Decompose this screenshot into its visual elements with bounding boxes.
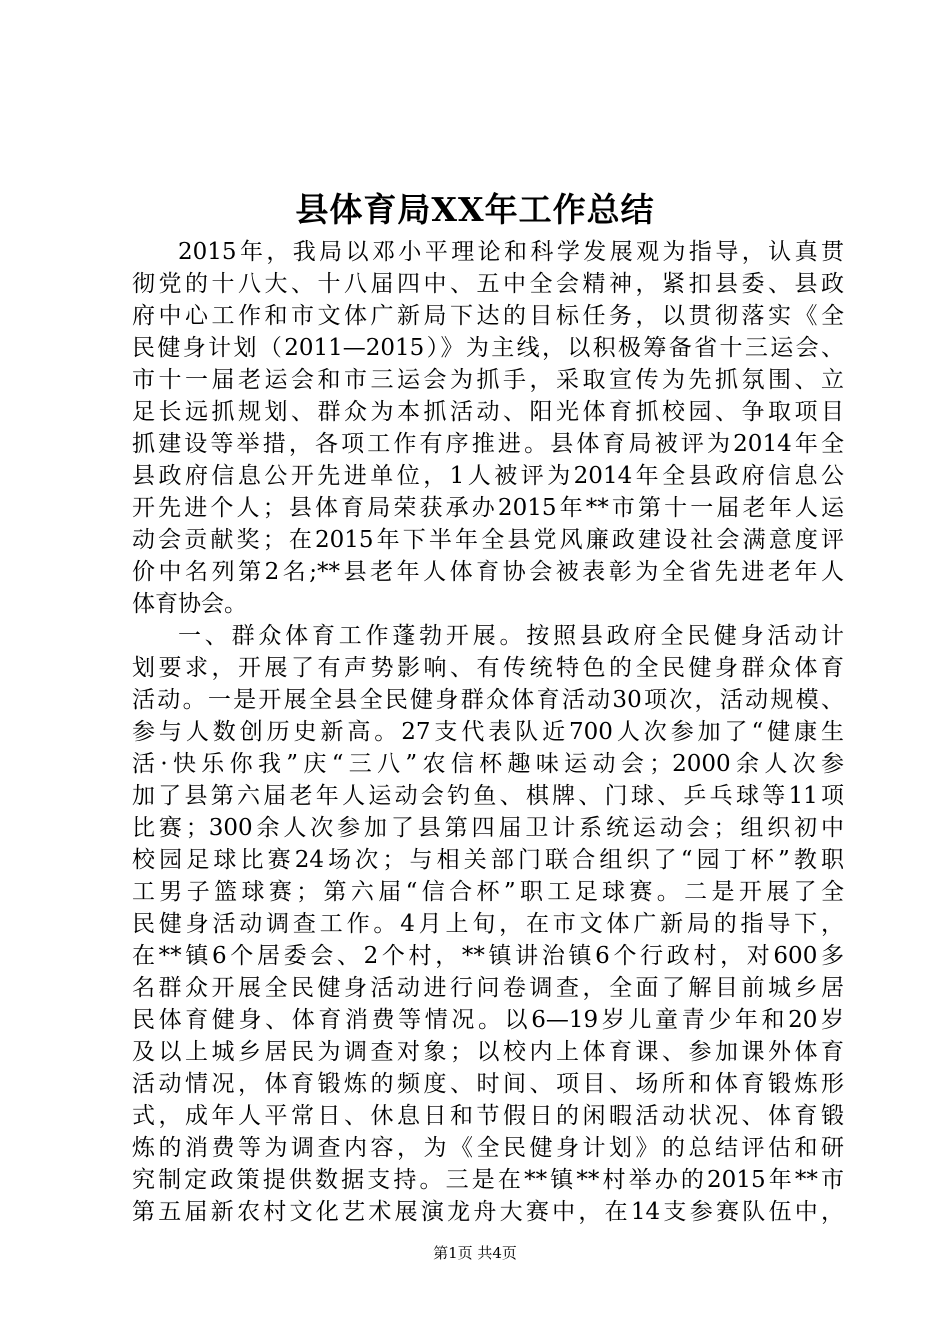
paragraph-line: 划要求，开展了有声势影响、有传统特色的全民健身群众体育 <box>132 655 844 681</box>
page-footer: 第1页 共4页 <box>433 1244 517 1262</box>
paragraph-line: 市十一届老运会和市三运会为抓手，采取宣传为先抓氛围、立 <box>132 367 844 393</box>
paragraph-line: 参与人数创历史新高。27支代表队近700人次参加了“健康生 <box>132 719 844 745</box>
paragraph-line: 加了县第六届老年人运动会钓鱼、棋牌、门球、乒乓球等11项 <box>132 783 844 809</box>
paragraph-line: 名群众开展全民健身活动进行问卷调查，全面了解目前城乡居 <box>132 975 844 1001</box>
paragraph-line: 在**镇6个居委会、2个村，**镇讲治镇6个行政村，对600多 <box>132 943 844 969</box>
paragraph-line: 活动情况，体育锻炼的频度、时间、项目、场所和体育锻炼形 <box>132 1071 844 1097</box>
paragraph-line: 式，成年人平常日、休息日和节假日的闲暇活动状况、体育锻 <box>132 1103 844 1129</box>
paragraph-line: 炼的消费等为调查内容，为《全民健身计划》的总结评估和研 <box>132 1135 844 1161</box>
paragraph-line: 2015年，我局以邓小平理论和科学发展观为指导，认真贯 <box>178 239 844 265</box>
paragraph-line: 足长远抓规划、群众为本抓活动、阳光体育抓校园、争取项目 <box>132 399 844 425</box>
paragraph-line: 活动。一是开展全县全民健身群众体育活动30项次，活动规模、 <box>132 687 844 713</box>
paragraph-line: 价中名列第2名;**县老年人体育协会被表彰为全省先进老年人 <box>132 559 844 585</box>
document-body <box>132 236 844 1228</box>
paragraph-line: 民健身活动调查工作。4月上旬，在市文体广新局的指导下， <box>132 911 844 937</box>
paragraph-line: 活·快乐你我”庆“三八”农信杯趣味运动会；2000余人次参 <box>132 751 844 777</box>
paragraph-line: 抓建设等举措，各项工作有序推进。县体育局被评为2014年全 <box>132 431 844 457</box>
paragraph-line: 体育协会。 <box>132 591 247 617</box>
paragraph-line: 彻党的十八大、十八届四中、五中全会精神，紧扣县委、县政 <box>132 271 844 297</box>
paragraph-line: 及以上城乡居民为调查对象；以校内上体育课、参加课外体育 <box>132 1039 844 1065</box>
paragraph-line: 府中心工作和市文体广新局下达的目标任务，以贯彻落实《全 <box>132 303 844 329</box>
paragraph-line: 县政府信息公开先进单位，1人被评为2014年全县政府信息公 <box>132 463 844 489</box>
paragraph-line: 工男子篮球赛；第六届“信合杯”职工足球赛。二是开展了全 <box>132 879 844 905</box>
paragraph-line: 究制定政策提供数据支持。三是在**镇**村举办的2015年**市 <box>132 1167 844 1193</box>
paragraph-line: 民健身计划（2011—2015）》为主线，以积极筹备省十三运会、 <box>132 335 844 361</box>
paragraph-line: 第五届新农村文化艺术展演龙舟大赛中，在14支参赛队伍中， <box>132 1199 844 1225</box>
paragraph-line: 动会贡献奖；在2015年下半年全县党风廉政建设社会满意度评 <box>132 527 844 553</box>
paragraph-line: 比赛；300余人次参加了县第四届卫计系统运动会；组织初中 <box>132 815 844 841</box>
paragraph-line: 开先进个人；县体育局荣获承办2015年**市第十一届老年人运 <box>132 495 844 521</box>
document-title: 县体育局XX年工作总结 <box>295 190 655 229</box>
paragraph-line: 校园足球比赛24场次；与相关部门联合组织了“园丁杯”教职 <box>132 847 844 873</box>
paragraph-line: 民体育健身、体育消费等情况。以6—19岁儿童青少年和20岁 <box>132 1007 844 1033</box>
paragraph-line: 一、群众体育工作蓬勃开展。按照县政府全民健身活动计 <box>178 623 844 649</box>
